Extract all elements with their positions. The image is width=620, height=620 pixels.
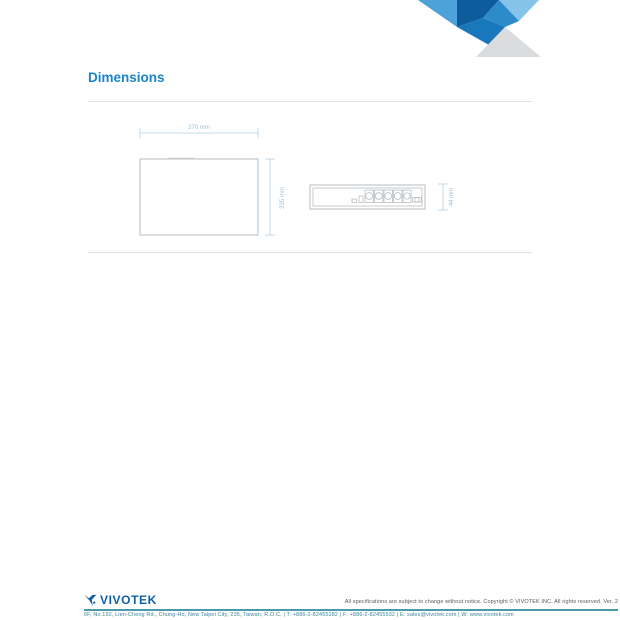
width-dimension <box>140 125 258 138</box>
corner-decoration-icon <box>413 0 545 60</box>
vivotek-logo <box>84 593 157 607</box>
page-title: Dimensions <box>88 70 165 85</box>
width-dimension-label: 370 mm <box>188 125 210 131</box>
dimensions-drawing <box>80 112 480 254</box>
front-view <box>310 185 425 209</box>
vivotek-brand-text: VIVOTEK <box>100 593 157 607</box>
company-address: 6F, No.192, Lien-Cheng Rd., Chung-Ho, New Taipei City, 235, Taiwan, R.O.C. | T: +886-2-82455282 | F: +886-2-82455532 | E: sales@vivotek.com | W: www.vivotek.com <box>84 612 514 618</box>
depth-dimension-label: 235 mm <box>280 187 286 209</box>
divider-top <box>88 101 532 102</box>
copyright-notice: All specifications are subject to change without notice. Copyright © VIVOTEK INC. All rights reserved. Ver. 2 <box>344 599 618 605</box>
top-view <box>140 158 258 235</box>
depth-dimension <box>265 159 286 235</box>
height-dimension-label: 44 mm <box>449 187 455 207</box>
footer-divider <box>84 609 618 611</box>
vivotek-bird-icon <box>84 594 97 607</box>
top-view-notch <box>168 158 194 160</box>
height-dimension <box>438 184 455 210</box>
